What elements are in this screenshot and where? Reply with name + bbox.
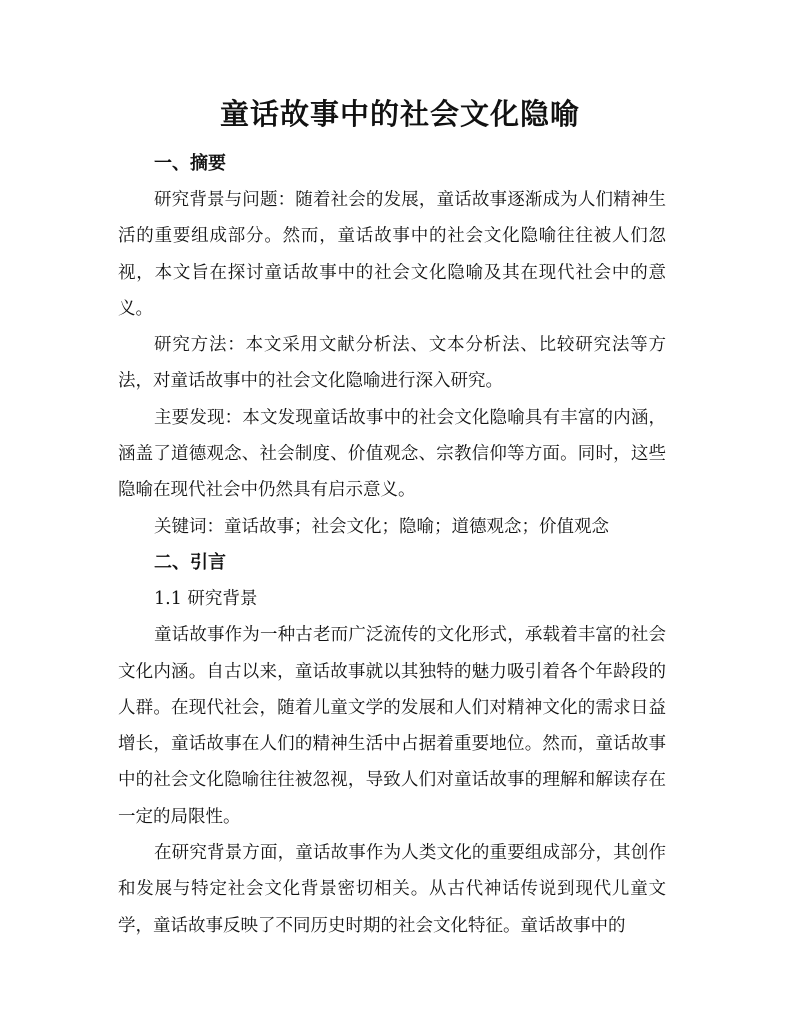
abstract-background-paragraph: 研究背景与问题：随着社会的发展，童话故事逐渐成为人们精神生活的重要组成部分。然而，童话故事中的社会文化隐喻往往被人们忽视，本文旨在探讨童话故事中的社会文化隐喻及其在现代社会中的意义。 [118,190,666,319]
introduction-paragraph-1: 童话故事作为一种古老而广泛流传的文化形式，承载着丰富的社会文化内涵。自古以来，童话故事就以其独特的魅力吸引着各个年龄段的人群。在现代社会，随着儿童文学的发展和人们对精神文化的需求日益增长，童话故事在人们的精神生活中占据着重要地位。然而，童话故事中的社会文化隐喻往往被忽视，导致人们对童话故事的理解和解读存在一定的局限性。 [118,625,666,827]
document-body [118,146,666,944]
introduction-paragraph-2: 在研究背景方面，童话故事作为人类文化的重要组成部分，其创作和发展与特定社会文化背景密切相关。从古代神话传说到现代儿童文学，童话故事反映了不同历史时期的社会文化特征。童话故事中的 [118,843,666,936]
introduction-heading: 二、引言 [154,551,226,573]
abstract-heading: 一、摘要 [154,153,226,174]
abstract-findings-paragraph: 主要发现：本文发现童话故事中的社会文化隐喻具有丰富的内涵，涵盖了道德观念、社会制度、价值观念、宗教信仰等方面。同时，这些隐喻在现代社会中仍然具有启示意义。 [118,407,666,501]
document-title: 童话故事中的社会文化隐喻 [219,97,580,131]
abstract-methods-paragraph: 研究方法：本文采用文献分析法、文本分析法、比较研究法等方法，对童话故事中的社会文化隐喻进行深入研究。 [118,335,666,392]
keywords-line: 关键词：童话故事；社会文化；隐喻；道德观念；价值观念 [154,516,609,537]
subsection-heading-1-1: 1.1 研究背景 [154,588,258,609]
